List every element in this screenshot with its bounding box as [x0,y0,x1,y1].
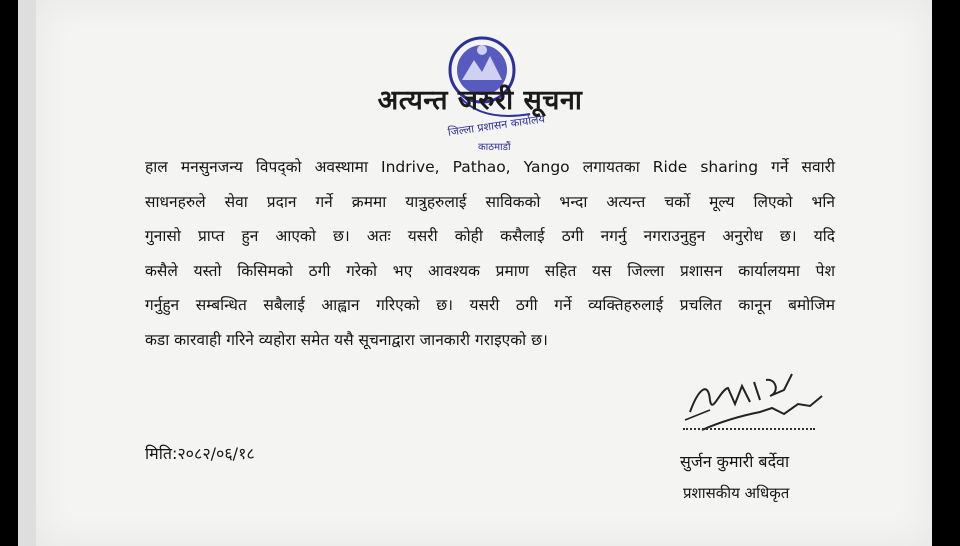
seal-office-text: जिल्ला प्रशासन कार्यालय [447,112,546,139]
body-line: गर्नुहुन सम्बन्धित सबैलाई आह्वान गरिएको छ। यसरी ठगी गर्ने व्यक्तिहरुलाई प्रचलित कानून बमोजिम [145,296,835,314]
body-line: कसैले यस्तो किसिमको ठगी गरेको भए आवश्यक प्रमाण सहित यस जिल्ला प्रशासन कार्यालयमा पेश [145,261,835,280]
body-line: हाल मनसुनजन्य विपद्को अवस्थामा Indrive, Pathao, Yango लगायतका Ride sharing गर्ने सवारी [145,158,835,176]
body-line: साधनहरुले सेवा प्रदान गर्ने क्रममा यात्रुहरुलाई साविकको भन्दा अत्यन्त चर्को मूल्य लिएको भनि [145,192,835,211]
signer-name: सुर्जन कुमारी बर्देवा [680,452,790,471]
signer-role: प्रशासकीय अधिकृत [683,484,790,502]
notice-body [145,150,835,357]
notice-title: अत्यन्त जरुरी सूचना [377,85,583,116]
body-line: गुनासो प्राप्त हुन आएको छ। अतः यसरी कोही कसैलाई ठगी नगर्नु नगराउनुहुन अनुरोध छ। यदि [145,227,835,245]
body-line: कडा कारवाही गरिने व्यहोरा समेत यसै सूचनाद्वारा जानकारी गराइएको छ। [145,330,548,349]
seal-district-text: काठमाडौं [478,142,511,153]
signature-line [683,428,815,430]
notice-date: मिति:२०८२/०६/१८ [145,444,255,463]
